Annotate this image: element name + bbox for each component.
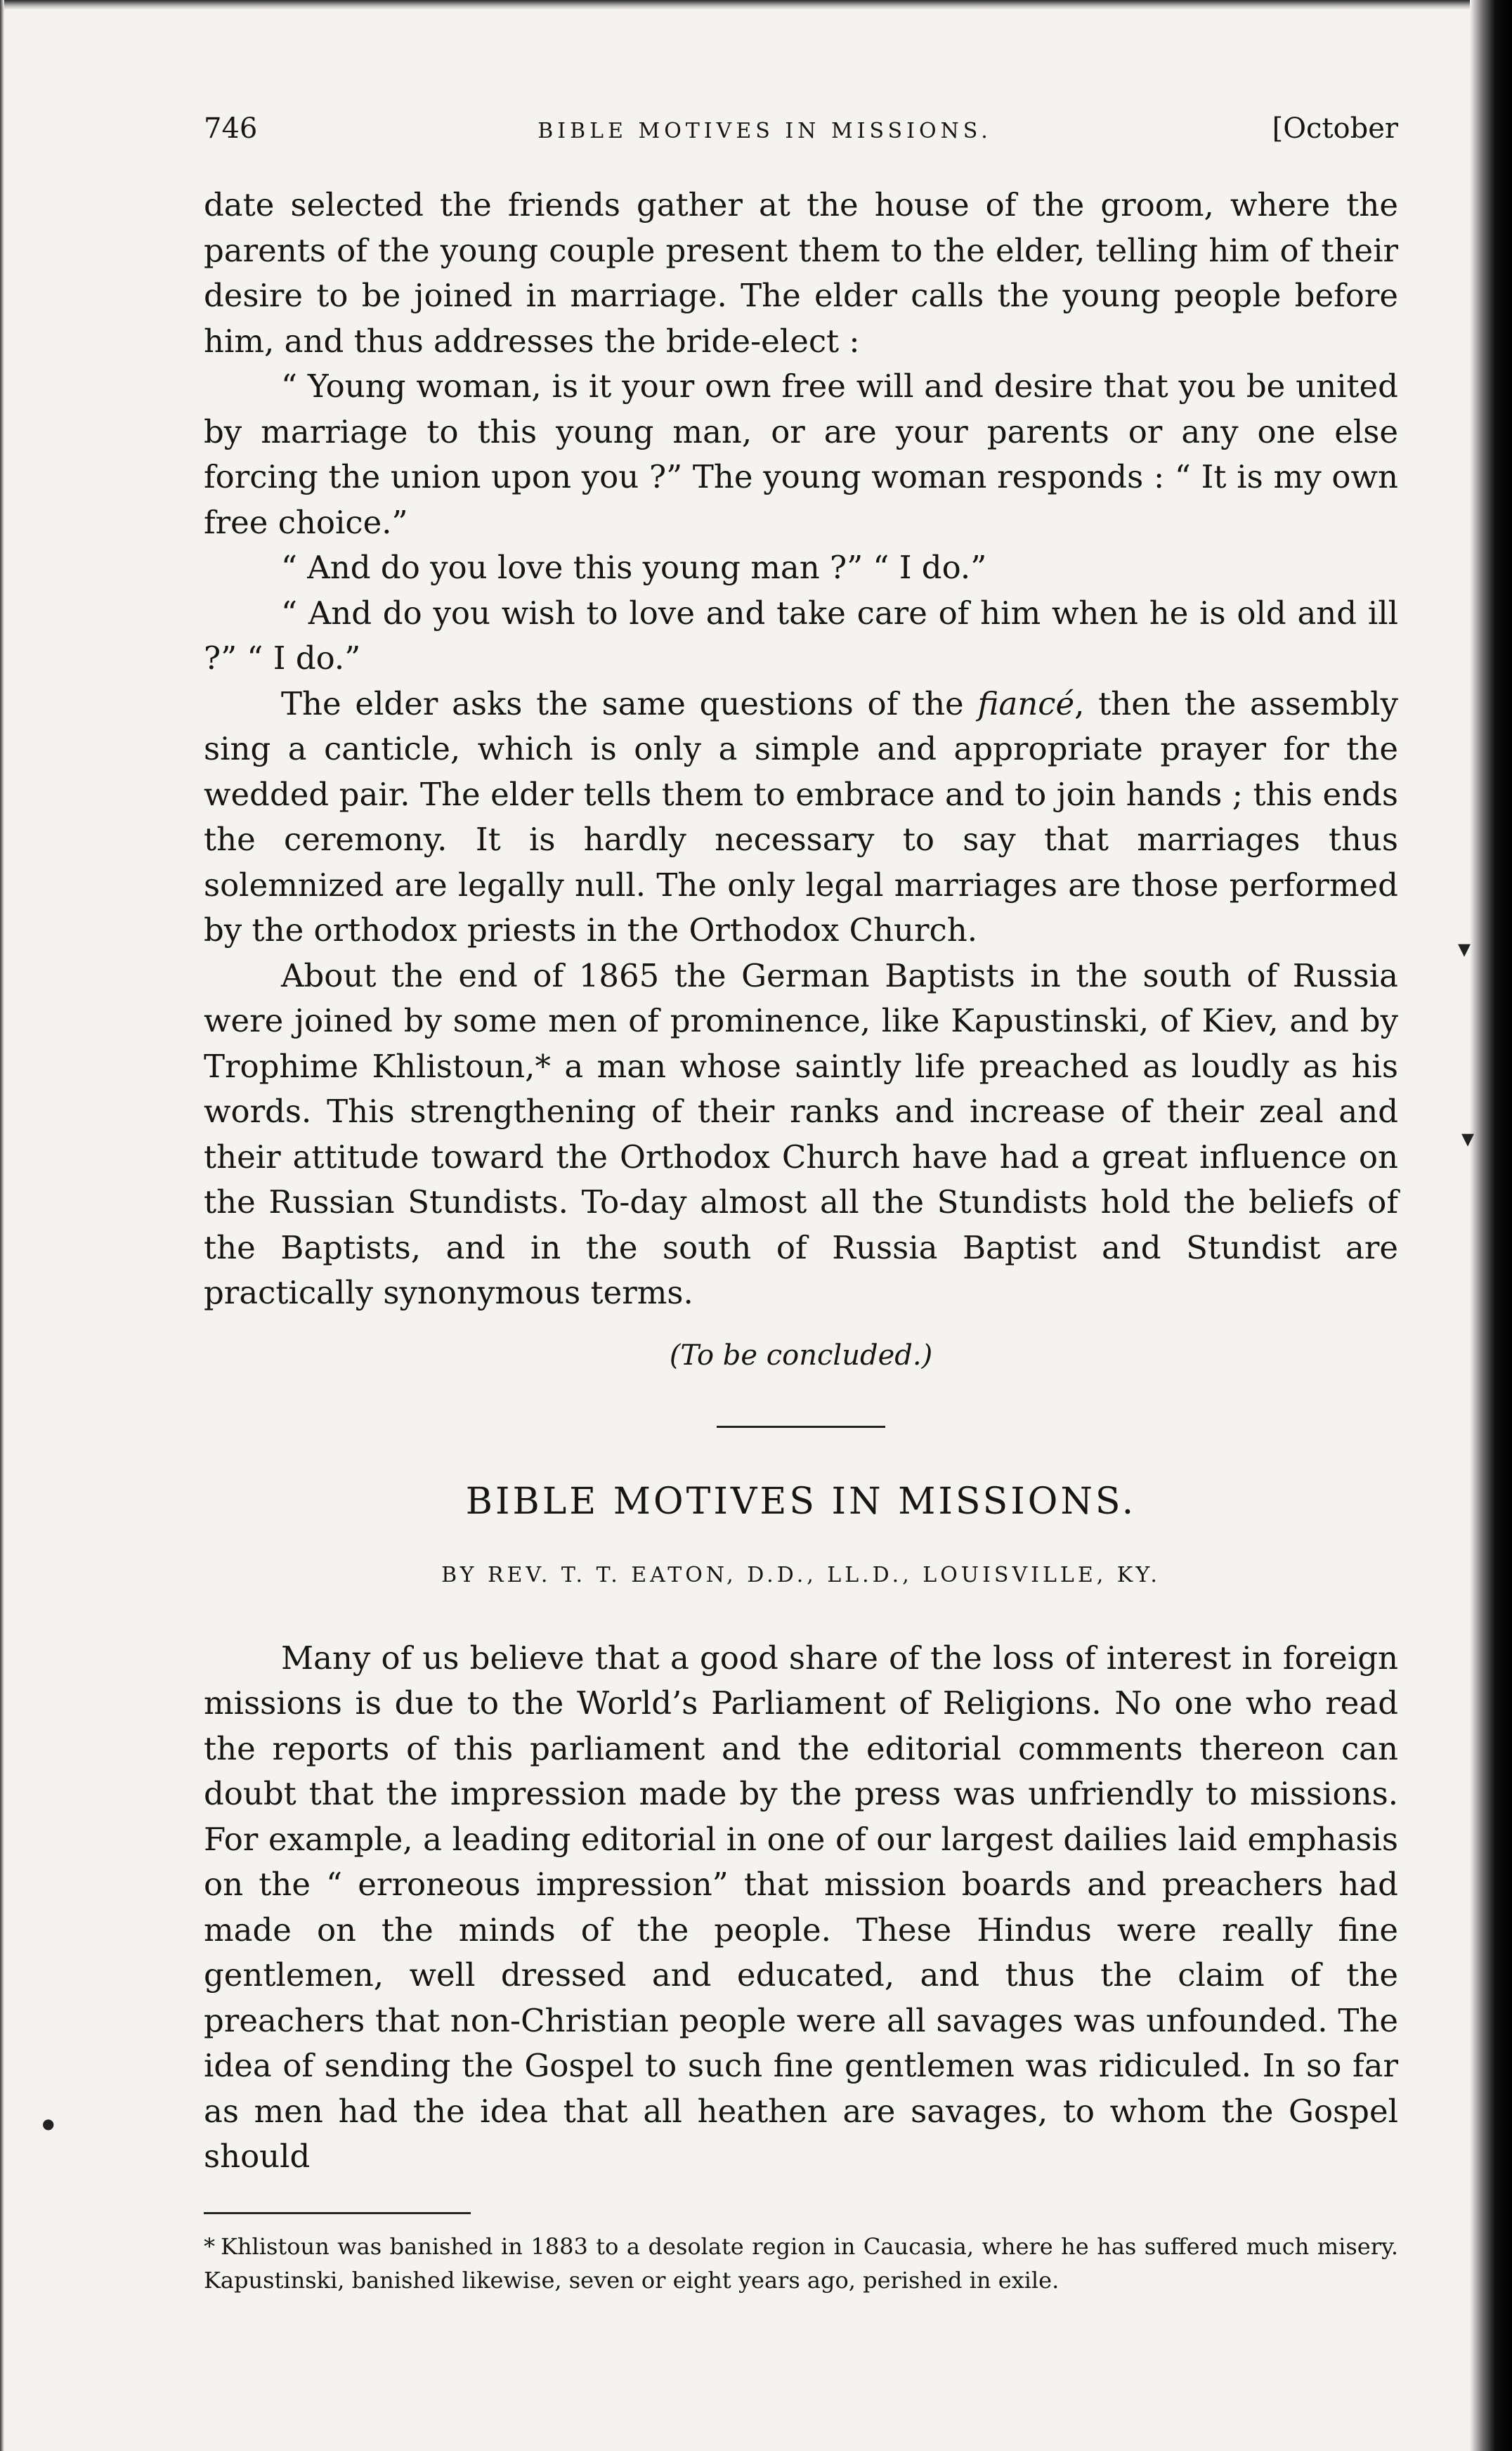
scan-speck: ● <box>42 2115 55 2132</box>
text-run: , then the assembly sing a canticle, which is only a simple and appropriate prayer for the wedded pair. The elder tells them to embrace and to join hands ; this ends the ceremony. It is hardly necessary to say that marriages thus solemnized are legally null. The only legal marriages are those performed by the orthodox priests in the Orthodox Church. <box>204 684 1398 949</box>
text-run: The elder asks the same questions of the <box>281 684 978 722</box>
running-head <box>204 112 1398 155</box>
footnote-divider <box>204 2212 471 2214</box>
paragraph: “ And do you love this young man ?” “ I do.” <box>281 549 987 586</box>
paragraph: About the end of 1865 the German Baptists in the south of Russia were joined by some men of prominence, like Kapustinski, of Kiev, and by Trophime Khlistoun,* a man whose saintly life preached as loudly as his words. This strengthening of their ranks and increase of their zeal and their attitude toward the Orthodox Church have had a great influence on the Russian Stundists. To-day almost all the Stundists hold the beliefs of the Baptists, and in the south of Russia Baptist and Stundist are practically synonymous terms. <box>204 956 1398 1311</box>
scan-edge-top <box>0 0 1512 10</box>
scan-edge-right <box>1470 0 1512 2451</box>
page-number: 746 <box>204 112 258 145</box>
paragraph-elder <box>204 682 1398 954</box>
paragraph: Many of us believe that a good share of the loss of interest in foreign missions is due to the World’s Parliament of Religions. No one who read the reports of this parliament and the editorial comments thereon can doubt that the impression made by the press was unfriendly to missions. For example, a leading editorial in one of our largest dailies laid emphasis on the “ erroneous impression” that mission boards and preachers had made on the minds of the people. These Hindus were really fine gentlemen, well dressed and educated, and thus the claim of the preachers that non-Christian people were all savages was unfounded. The idea of sending the Gospel to such fine gentlemen was ridiculed. In so far as men had the idea that all heathen are savages, to whom the Gospel should <box>204 1639 1398 2175</box>
footnote-text: Khlistoun was banished in 1883 to a desolate region in Caucasia, where he has suffered much misery. Kapustinski, banished likewise, seven or eight years ago, perished in exile. <box>204 2232 1398 2294</box>
article-byline: BY REV. T. T. EATON, D.D., LL.D., LOUISVILLE, KY. <box>441 1562 1161 1587</box>
italic-word: fiancé <box>977 684 1075 722</box>
section-divider <box>717 1426 885 1428</box>
footnote-mark: * <box>204 2232 215 2260</box>
to-be-concluded: (To be concluded.) <box>669 1339 933 1372</box>
book-page <box>204 112 1398 2297</box>
continued-article <box>204 183 1398 1377</box>
scan-edge-left <box>0 0 4 2451</box>
scan-speck: ▾ <box>1461 1124 1475 1153</box>
running-head-title: BIBLE MOTIVES IN MISSIONS. <box>537 119 992 143</box>
paragraph: date selected the friends gather at the house of the groom, where the parents of the young couple present them to the elder, telling him of their desire to be joined in marriage. The elder calls the young people before him, and thus addresses the bride-elect : <box>204 186 1398 360</box>
paragraph: “ Young woman, is it your own free will and desire that you be united by marriage to this young man, or are your parents or any one else forcing the union upon you ?” The young woman responds : “ It is my own free choice.” <box>204 368 1398 541</box>
running-head-month: [October <box>1272 112 1398 145</box>
footnote <box>204 2230 1398 2297</box>
article-title: BIBLE MOTIVES IN MISSIONS. <box>465 1480 1137 1523</box>
article-body <box>204 1636 1398 2180</box>
paragraph: “ And do you wish to love and take care of him when he is old and ill ?” “ I do.” <box>204 594 1398 677</box>
scan-speck: ▾ <box>1458 935 1471 963</box>
